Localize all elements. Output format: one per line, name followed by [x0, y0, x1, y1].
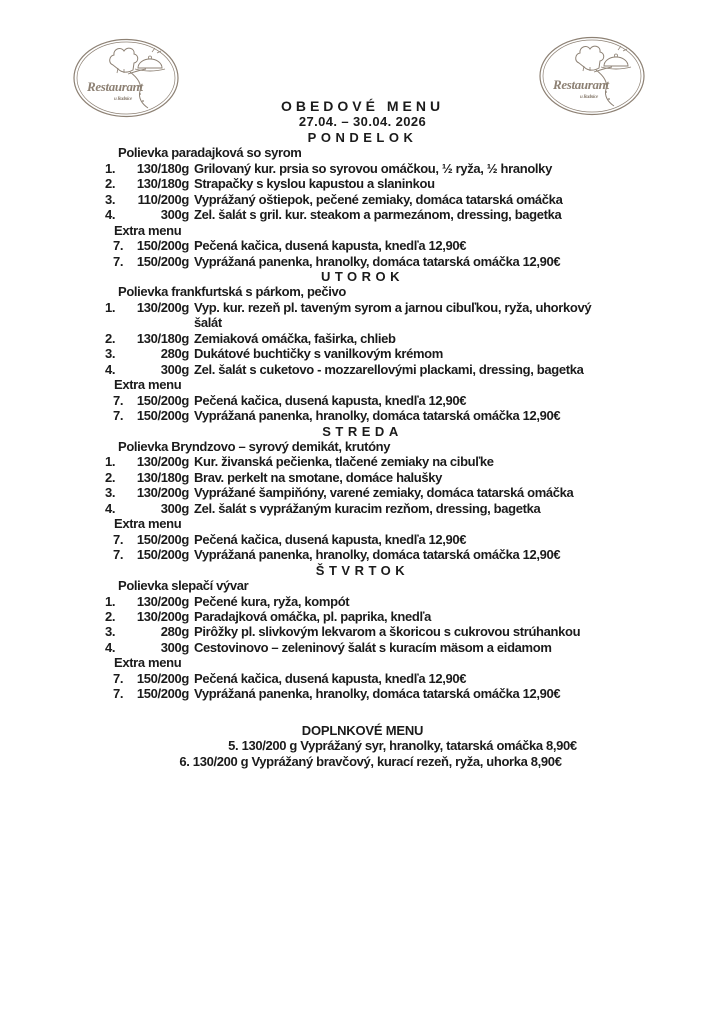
logo-outer-oval: [74, 40, 178, 117]
extra-item-row: [113, 254, 725, 269]
item-text: Pečená kačica, dusená kapusta, knedľa 12,90€: [194, 670, 467, 686]
item-text: Pečené kura, ryža, kompót: [194, 593, 350, 609]
item-number: 2.: [105, 176, 116, 192]
item-portion: 280g: [160, 624, 189, 640]
item-portion: 150/200g: [136, 686, 189, 702]
logo-subtext: u Radnice: [114, 97, 132, 102]
item-portion: 150/200g: [136, 547, 189, 563]
soup-line: Polievka frankfurtská s párkom, pečivo: [118, 284, 347, 300]
item-number: 1.: [105, 299, 116, 315]
extra-menu-label: Extra menu: [114, 516, 182, 532]
item-number: 7.: [113, 392, 124, 408]
item-text: Kur. živanská pečienka, tlačené zemiaky na cibuľke: [194, 454, 494, 470]
item-text: Pečená kačica, dusená kapusta, knedľa 12,90€: [194, 392, 467, 408]
item-number: 7.: [113, 547, 124, 563]
item-portion: 130/200g: [136, 454, 189, 470]
extra-item-row: [113, 547, 725, 562]
item-portion: 130/180g: [136, 176, 189, 192]
item-text: Pirôžky pl. slivkovým lekvarom a škoricou s cukrovou strúhankou: [194, 624, 581, 640]
menu-item-row: [105, 346, 725, 361]
item-text: Zemiaková omáčka, faširka, chlieb: [194, 330, 396, 346]
menu-item-row: [105, 454, 725, 469]
button-dot: [608, 98, 610, 100]
day-header: PONDELOK: [307, 129, 418, 145]
day-header: ŠTVRTOK: [315, 562, 410, 578]
extra-item-row: [113, 532, 725, 547]
button-dot: [142, 100, 144, 102]
menu-item-row: [105, 640, 725, 655]
item-text: Cestovinovo – zeleninový šalát s kuracím mäsom a eidamom: [194, 639, 552, 655]
item-portion: 300g: [160, 361, 189, 377]
item-text: Strapačky s kyslou kapustou a slaninkou: [194, 176, 435, 192]
item-number: 3.: [105, 346, 116, 362]
soup-line: Polievka slepačí vývar: [118, 578, 249, 594]
item-number: 3.: [105, 485, 116, 501]
item-text: Pečená kačica, dusená kapusta, knedľa 12,90€: [194, 531, 467, 547]
item-portion: 130/180g: [136, 469, 189, 485]
item-number: 7.: [113, 686, 124, 702]
item-number: 7.: [113, 253, 124, 269]
item-text: Vyp. kur. rezeň pl. taveným syrom a jarnou cibuľkou, ryža, uhorkový šalát: [194, 299, 592, 331]
item-text: Dukátové buchtičky s vanilkovým krémom: [194, 346, 443, 362]
day-header: UTOROK: [320, 268, 405, 284]
extra-menu-label: Extra menu: [114, 377, 182, 393]
item-text: Vyprážaná panenka, hranolky, domáca tatarská omáčka 12,90€: [194, 686, 561, 702]
item-portion: 150/200g: [136, 531, 189, 547]
item-text: Pečená kačica, dusená kapusta, knedľa 12,90€: [194, 238, 467, 254]
supplementary-item: 6. 130/200 g Vyprážaný bravčový, kurací rezeň, ryža, uhorka 8,90€: [179, 754, 562, 770]
item-portion: 130/200g: [136, 593, 189, 609]
item-portion: 300g: [160, 639, 189, 655]
chef-hat-icon: [110, 48, 138, 72]
menu-item-row: [105, 207, 725, 222]
item-portion: 130/180g: [136, 330, 189, 346]
day-section-stvrtok: [0, 563, 725, 702]
supplementary-title: DOPLNKOVÉ MENU: [301, 722, 424, 738]
restaurant-logo-right: [538, 36, 646, 116]
menu-item-row: [105, 485, 725, 500]
item-text: Zel. šalát s cuketovo - mozzarellovými plackami, dressing, bagetka: [194, 361, 584, 377]
item-portion: 130/200g: [136, 608, 189, 624]
item-portion: 130/180g: [136, 160, 189, 176]
item-portion: 300g: [160, 207, 189, 223]
menu-item-row: [105, 192, 725, 207]
item-text: Grilovaný kur. prsia so syrovou omáčkou, ½ ryža, ½ hranolky: [194, 160, 552, 176]
item-number: 1.: [105, 593, 116, 609]
item-text: Paradajková omáčka, pl. paprika, knedľa: [194, 608, 432, 624]
item-portion: 280g: [160, 346, 189, 362]
item-portion: 150/200g: [136, 670, 189, 686]
day-header: STREDA: [322, 423, 403, 439]
menu-item-row: [105, 331, 725, 346]
item-text: Brav. perkelt na smotane, domáce halušky: [194, 469, 443, 485]
soup-line: Polievka paradajková so syrom: [118, 145, 302, 161]
chef-hat-icon: [576, 46, 604, 70]
day-section-streda: [0, 424, 725, 563]
extra-menu-label: Extra menu: [114, 222, 182, 238]
item-portion: 300g: [160, 500, 189, 516]
logo-inner-oval: [77, 42, 175, 114]
item-number: 3.: [105, 191, 116, 207]
extra-item-row: [113, 393, 725, 408]
logo-subtext: u Radnice: [580, 95, 598, 100]
menu-item-row: [105, 176, 725, 191]
item-portion: 150/200g: [136, 253, 189, 269]
extra-item-row: [113, 238, 725, 253]
item-number: 3.: [105, 624, 116, 640]
item-number: 4.: [105, 639, 116, 655]
extra-menu-label: Extra menu: [114, 655, 182, 671]
item-number: 1.: [105, 454, 116, 470]
cloche-icon: [604, 57, 628, 66]
extra-item-row: [113, 408, 725, 423]
supplementary-section: [0, 723, 725, 770]
menu-item-row: [105, 161, 725, 176]
extra-item-row: [113, 686, 725, 701]
menu-item-row: [105, 362, 725, 377]
item-number: 2.: [105, 608, 116, 624]
item-number: 4.: [105, 500, 116, 516]
item-number: 2.: [105, 469, 116, 485]
extra-item-row: [113, 671, 725, 686]
menu-item-row: [105, 624, 725, 639]
item-number: 4.: [105, 207, 116, 223]
logo-outer-oval: [540, 38, 644, 115]
item-text: Vyprážaná panenka, hranolky, domáca tatarská omáčka 12,90€: [194, 547, 561, 563]
item-text: Zel. šalát s gril. kur. steakom a parmezánom, dressing, bagetka: [194, 207, 562, 223]
item-number: 7.: [113, 238, 124, 254]
item-text: Vyprážaná panenka, hranolky, domáca tatarská omáčka 12,90€: [194, 253, 561, 269]
day-section-pondelok: [0, 130, 725, 269]
item-number: 4.: [105, 361, 116, 377]
restaurant-logo-left: [72, 38, 180, 118]
supplementary-item: 5. 130/200 g Vyprážaný syr, hranolky, tatarská omáčka 8,90€: [228, 738, 577, 754]
page-title: OBEDOVÉ MENU: [280, 98, 445, 114]
day-section-utorok: [0, 269, 725, 424]
menu-item-row: [105, 501, 725, 516]
item-text: Vyprážané šampiňóny, varené zemiaky, domáca tatarská omáčka: [194, 485, 574, 501]
item-portion: 150/200g: [136, 238, 189, 254]
soup-line: Polievka Bryndzovo – syrový demikát, krutóny: [118, 438, 391, 454]
item-text: Vyprážaná panenka, hranolky, domáca tatarská omáčka 12,90€: [194, 408, 561, 424]
item-number: 7.: [113, 670, 124, 686]
item-number: 7.: [113, 531, 124, 547]
menu-item-row: [105, 470, 725, 485]
item-portion: 150/200g: [136, 392, 189, 408]
item-text: Vyprážaný oštiepok, pečené zemiaky, domáca tatarská omáčka: [194, 191, 563, 207]
item-portion: 150/200g: [136, 408, 189, 424]
logo-inner-oval: [543, 40, 641, 112]
item-number: 2.: [105, 330, 116, 346]
item-number: 1.: [105, 160, 116, 176]
logo-script-text: Restaurant: [87, 79, 143, 94]
menu-item-row: [105, 609, 725, 624]
date-range: 27.04. – 30.04. 2026: [298, 114, 427, 130]
cloche-icon: [138, 59, 162, 68]
item-portion: 130/200g: [136, 299, 189, 315]
item-number: 7.: [113, 408, 124, 424]
item-text: Zel. šalát s vyprážaným kuracim rezňom, dressing, bagetka: [194, 500, 541, 516]
menu-item-row: [105, 300, 725, 331]
item-portion: 130/200g: [136, 485, 189, 501]
logo-script-text: Restaurant: [553, 77, 609, 92]
item-portion: 110/200g: [137, 191, 189, 207]
menu-item-row: [105, 594, 725, 609]
